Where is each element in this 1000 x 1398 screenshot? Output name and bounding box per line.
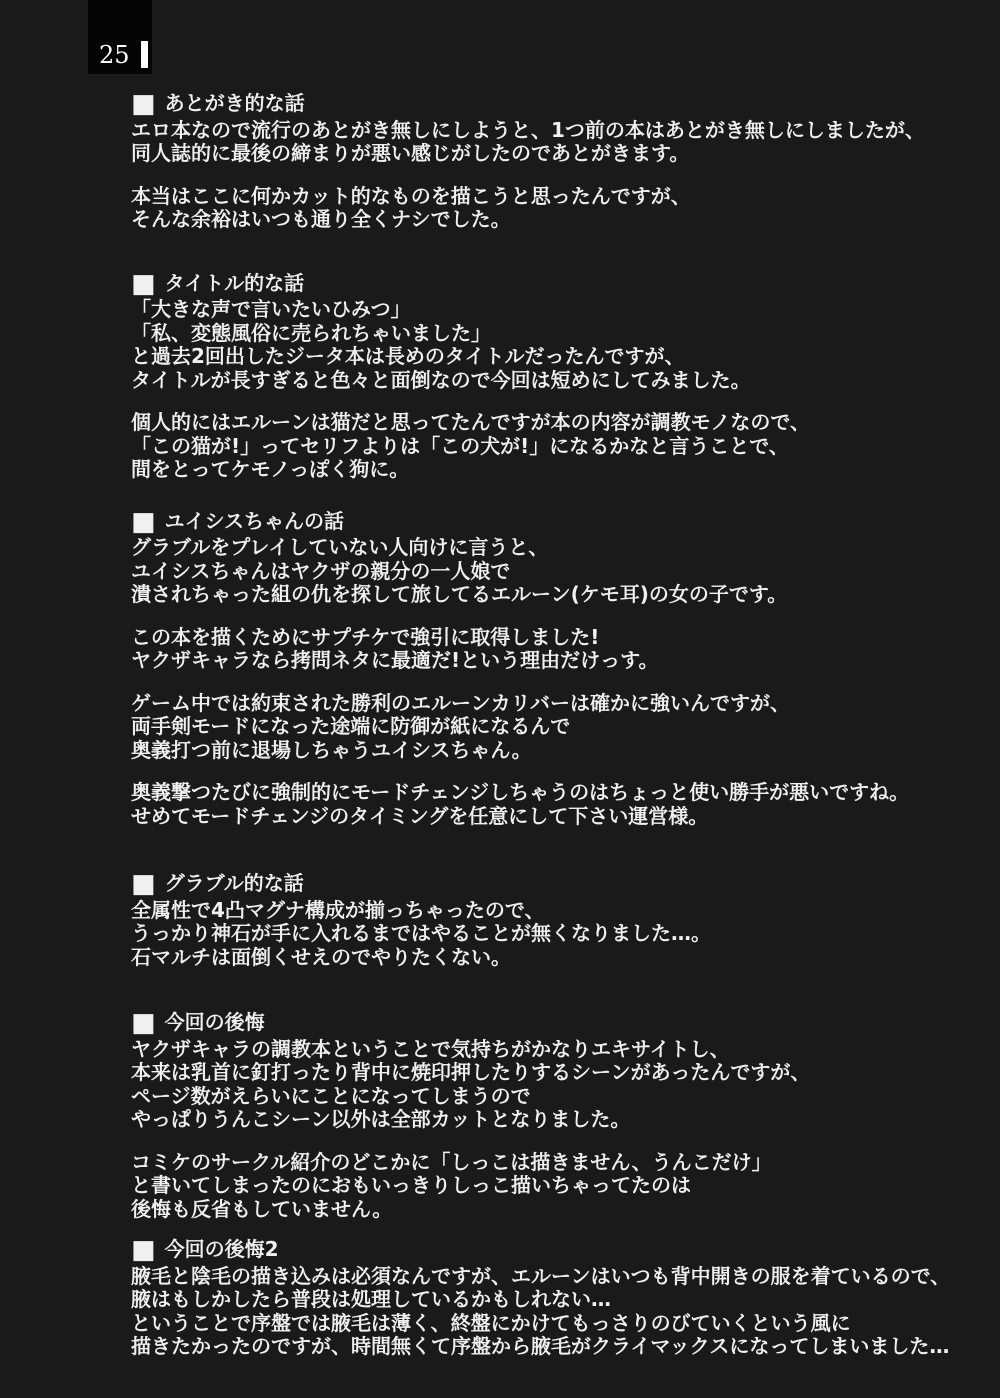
- text-line: 奥義打つ前に退場しちゃうユイシスちゃん。: [131, 737, 532, 762]
- text-line: 「この猫が!」ってセリフよりは「この犬が!」になるかなと言うことで、: [131, 433, 789, 458]
- text-line: 潰されちゃった組の仇を探して旅してるエルーン(ケモ耳)の女の子です。: [131, 582, 788, 606]
- section: [131, 268, 991, 482]
- section-heading: [131, 506, 991, 537]
- text-line: ゲーム中では約束された勝利のエルーンカリバーは確かに強いんですが、: [131, 690, 790, 715]
- text-line: ユイシスちゃんはヤクザの親分の一人娘で: [131, 558, 511, 583]
- text-line: 個人的にはエルーンは猫だと思ってたんですが本の内容が調教モノなので、: [131, 410, 810, 434]
- paragraph: [131, 781, 991, 828]
- text-line: この本を描くためにサプチケで強引に取得しました!: [131, 624, 600, 649]
- section-heading-text: タイトル的な話: [164, 270, 305, 295]
- text-line: コミケのサークル紹介のどこかに「しっこは描きません、うんこだけ」: [131, 1149, 772, 1174]
- section-bullet-icon: ■: [131, 506, 156, 537]
- text-line: と書いてしまったのにおもいっきりしっこ描いちゃってたのは: [131, 1173, 691, 1197]
- section-heading-text: グラブル的な話: [164, 871, 304, 895]
- text-line: 後悔も反省もしていません。: [131, 1196, 393, 1221]
- text-line: と過去2回出したジータ本は長めのタイトルだったんですが、: [131, 344, 685, 368]
- text-line: うっかり神石が手に入れるまではやることが無くなりました…。: [131, 921, 711, 945]
- paragraph: [131, 119, 991, 166]
- text-line: やっぱりうんこシーン以外は全部カットとなりました。: [131, 1107, 631, 1131]
- section: [131, 506, 991, 829]
- section-heading-text: 今回の後悔: [164, 1010, 265, 1034]
- section-heading-text: 今回の後悔2: [164, 1237, 279, 1261]
- text-line: ヤクザキャラなら拷問ネタに最適だ!という理由だけっす。: [131, 648, 659, 672]
- section-bullet-icon: ■: [131, 1235, 156, 1265]
- text-line: エロ本なので流行のあとがき無しにしようと、1つ前の本はあとがき無しにしましたが、: [131, 117, 925, 142]
- text-line: ページ数がえらいにことになってしまうので: [131, 1083, 531, 1108]
- section-bullet-icon: ■: [131, 869, 156, 899]
- text-line: 描きたかったのですが、時間無くて序盤から腋毛がクライマックスになってしまいました…: [131, 1334, 950, 1358]
- section-heading: [131, 268, 991, 299]
- section: [131, 869, 991, 969]
- paragraph: [131, 692, 991, 763]
- paragraph: [131, 536, 991, 607]
- paragraph: [131, 1151, 991, 1222]
- text-line: 同人誌的に最後の締まりが悪い感じがしたのであとがきます。: [131, 141, 690, 165]
- paragraph: [131, 298, 991, 392]
- paragraph: [131, 626, 991, 673]
- paragraph: [131, 1038, 991, 1132]
- text-line: 「私、変態風俗に売られちゃいました」: [131, 320, 491, 345]
- text-line: 全属性で4凸マグナ構成が揃っちゃったので、: [131, 897, 545, 922]
- text-line: タイトルが長すぎると色々と面倒なので今回は短めにしてみました。: [131, 367, 751, 392]
- page-number: 25: [99, 41, 130, 69]
- section: [131, 89, 991, 232]
- text-line: 「大きな声で言いたいひみつ」: [131, 297, 411, 321]
- text-line: そんな余裕はいつも通り全くナシでした。: [131, 207, 511, 231]
- section-heading-text: あとがき的な話: [164, 91, 305, 115]
- section-heading-text: ユイシスちゃんの話: [164, 508, 344, 533]
- section-bullet-icon: ■: [131, 268, 156, 299]
- section: [131, 1235, 991, 1359]
- text-line: 腋はもしかしたら普段は処理しているかもしれない…: [131, 1287, 611, 1311]
- section-bullet-icon: ■: [131, 1008, 156, 1038]
- text-line: 奥義撃つたびに強制的にモードチェンジしちゃうのはちょっと使い勝手が悪いですね。: [131, 780, 910, 804]
- text-line: 本来は乳首に釘打ったり背中に焼印押したりするシーンがあったんですが、: [131, 1060, 811, 1084]
- paragraph: [131, 1265, 991, 1359]
- paragraph: [131, 185, 991, 232]
- section-heading: [131, 869, 991, 899]
- text-line: 間をとってケモノっぽく狗に。: [131, 457, 410, 481]
- text-line: グラブルをプレイしていない人向けに言うと、: [131, 535, 549, 559]
- section-heading: [131, 1008, 991, 1038]
- text-line: 石マルチは面倒くせえのでやりたくない。: [131, 944, 511, 969]
- section-bullet-icon: ■: [131, 89, 156, 119]
- section: [131, 1008, 991, 1221]
- text-line: ヤクザキャラの調教本ということで気持ちがかなりエキサイトし、: [131, 1036, 730, 1061]
- text-line: 本当はここに何かカット的なものを描こうと思ったんですが、: [131, 183, 691, 208]
- section-heading: [131, 89, 991, 119]
- text-line: せめてモードチェンジのタイミングを任意にして下さい運営様。: [131, 803, 709, 828]
- text-line: 腋毛と陰毛の描き込みは必須なんですが、エルーンはいつも背中開きの服を着ているので、: [131, 1263, 951, 1288]
- afterword-content: [131, 0, 991, 1359]
- section-heading: [131, 1235, 991, 1265]
- paragraph: [131, 899, 991, 970]
- paragraph: [131, 411, 991, 482]
- text-line: 両手剣モードになった途端に防御が紙になるんで: [131, 714, 571, 738]
- text-line: ということで序盤では腋毛は薄く、終盤にかけてもっさりのびていくという風に: [131, 1310, 851, 1335]
